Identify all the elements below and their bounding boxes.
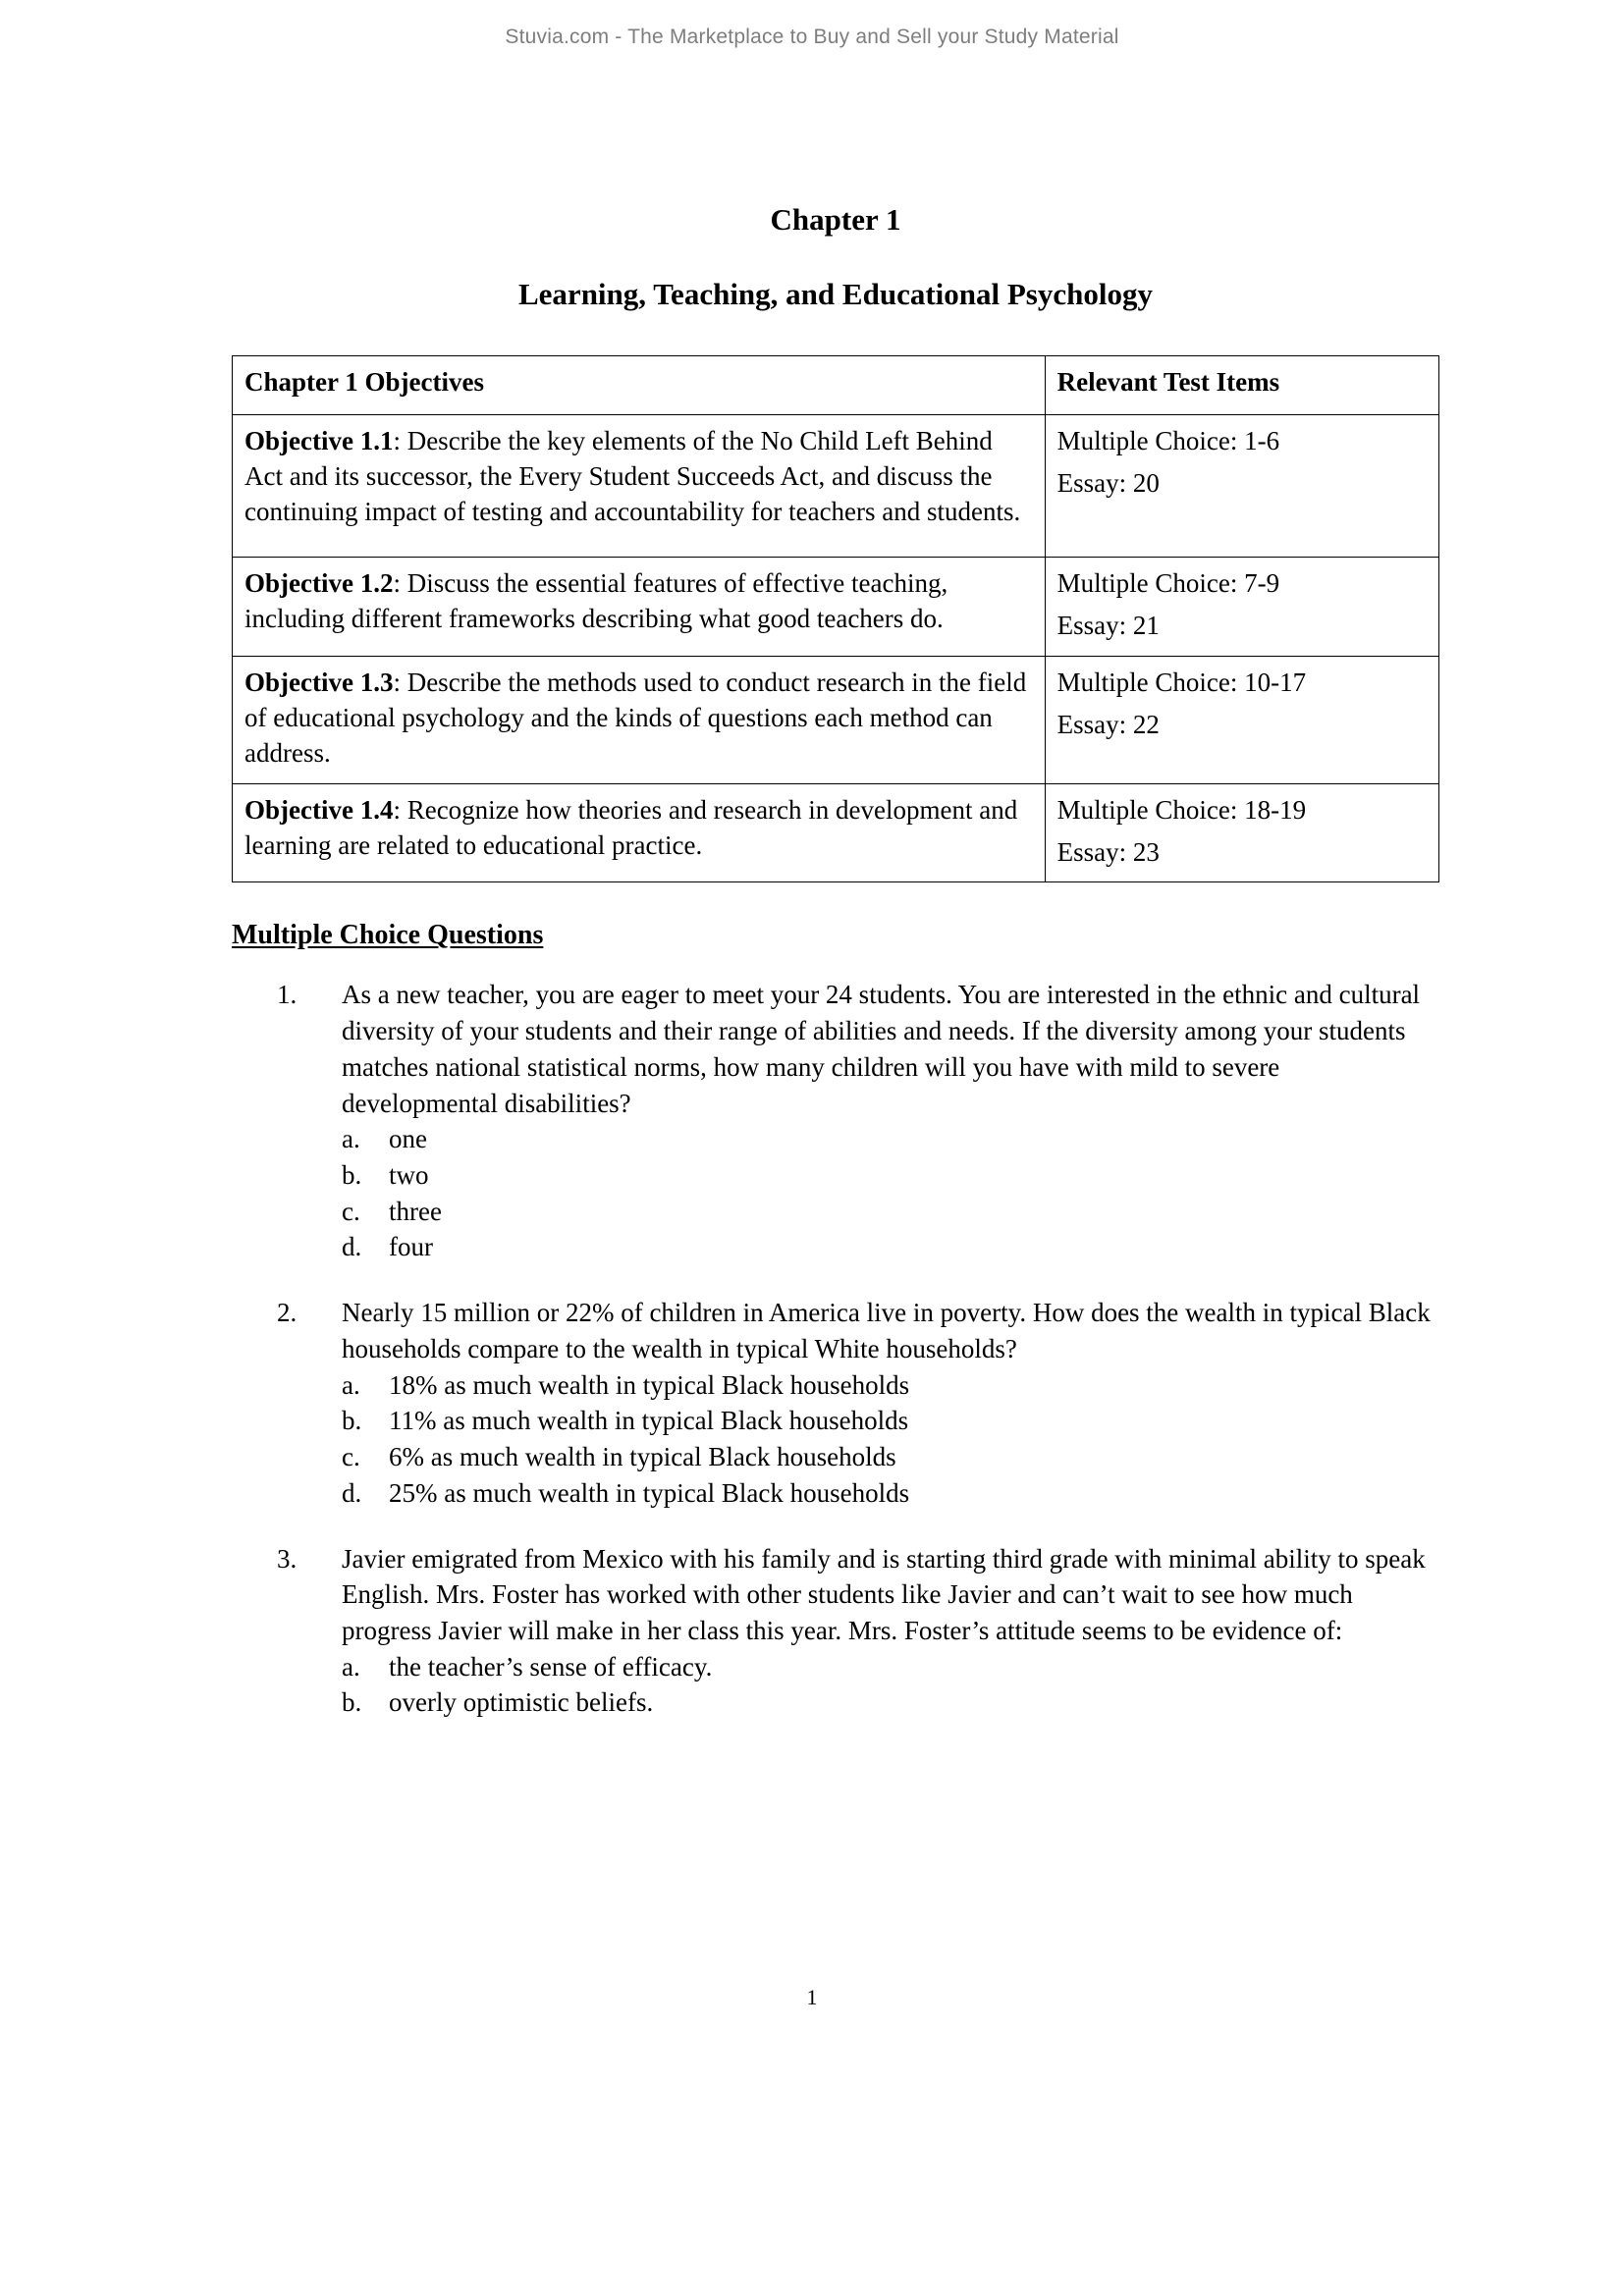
- option-letter: b.: [342, 1160, 362, 1191]
- answer-option[interactable]: [342, 1684, 1439, 1721]
- objective-text: : Describe the key elements of the No Child Left Behind Act and its successor, the Every Student Succeeds Act, and discuss the continuing impact of testing and accountability for teachers and students.: [244, 426, 1021, 527]
- essay-range: Essay: 22: [1056, 709, 1160, 739]
- table-row: [233, 415, 1439, 558]
- option-text: one: [389, 1124, 427, 1154]
- chapter-title: Chapter 1: [770, 202, 901, 237]
- option-text: two: [389, 1160, 429, 1191]
- objective-cell: [233, 415, 1046, 558]
- objective-cell: [233, 656, 1046, 783]
- option-text: the teacher’s sense of efficacy.: [389, 1651, 713, 1682]
- option-text: 6% as much wealth in typical Black households: [389, 1442, 896, 1472]
- option-letter: b.: [342, 1406, 362, 1436]
- essay-range: Essay: 21: [1056, 611, 1160, 640]
- option-letter: a.: [342, 1369, 360, 1400]
- option-text: 18% as much wealth in typical Black households: [389, 1369, 910, 1400]
- question-number: 1.: [277, 980, 298, 1010]
- option-letter: a.: [342, 1124, 360, 1154]
- answer-option[interactable]: [342, 1649, 1439, 1685]
- table-header-row: [233, 356, 1439, 415]
- option-text: three: [389, 1196, 442, 1226]
- chapter-subtitle: Learning, Teaching, and Educational Psychology: [518, 277, 1153, 312]
- question-item: [232, 1541, 1439, 1722]
- option-letter: a.: [342, 1651, 360, 1682]
- test-items-cell: [1045, 558, 1438, 657]
- multiple-choice-range: Multiple Choice: 7-9: [1056, 568, 1280, 599]
- question-text: Javier emigrated from Mexico with his family and is starting third grade with minimal ability to speak English. Mrs. Foster has worked with other students like Javier and can’t wait to see how much progress Javier will make in her class this year. Mrs. Foster’s attitude seems to be evidence of:: [342, 1543, 1426, 1645]
- question-number: 3.: [277, 1543, 298, 1574]
- test-items-cell: [1045, 656, 1438, 783]
- questions-list: [232, 977, 1439, 1721]
- column-header-test-items: Relevant Test Items: [1045, 356, 1438, 415]
- objective-text: : Recognize how theories and research in development and learning are related to educational practice.: [244, 794, 1018, 860]
- option-text: 11% as much wealth in typical Black households: [389, 1406, 909, 1436]
- objective-text: : Discuss the essential features of effective teaching, including different frameworks describing what good teachers do.: [244, 568, 948, 633]
- answer-option[interactable]: [342, 1475, 1439, 1512]
- question-item: [232, 1295, 1439, 1511]
- answer-option[interactable]: [342, 1121, 1439, 1157]
- column-header-objectives: Chapter 1 Objectives: [233, 356, 1046, 415]
- answer-option[interactable]: [342, 1403, 1439, 1439]
- question-text: Nearly 15 million or 22% of children in America live in poverty. How does the wealth in typical Black households compare to the wealth in typical White households?: [342, 1298, 1431, 1363]
- table-row: [233, 783, 1439, 882]
- objective-label: Objective 1.3: [244, 667, 394, 697]
- option-letter: d.: [342, 1477, 362, 1508]
- section-heading-multiple-choice: Multiple Choice Questions: [232, 920, 544, 951]
- option-letter: c.: [342, 1442, 360, 1472]
- option-letter: c.: [342, 1196, 360, 1226]
- page-number-footer: 1: [806, 1985, 818, 2009]
- objectives-table: [232, 355, 1439, 882]
- answer-option[interactable]: [342, 1157, 1439, 1194]
- answer-options: [342, 1367, 1439, 1512]
- table-row: [233, 656, 1439, 783]
- answer-option[interactable]: [342, 1194, 1439, 1230]
- objective-label: Objective 1.2: [244, 568, 394, 599]
- essay-range: Essay: 20: [1056, 468, 1160, 499]
- objective-cell: [233, 558, 1046, 657]
- objective-text: : Describe the methods used to conduct research in the field of educational psychology and the kinds of questions each method can address.: [244, 667, 1027, 768]
- multiple-choice-range: Multiple Choice: 18-19: [1056, 794, 1307, 825]
- question-number: 2.: [277, 1298, 298, 1328]
- multiple-choice-range: Multiple Choice: 1-6: [1056, 426, 1280, 456]
- answer-options: [342, 1649, 1439, 1721]
- answer-option[interactable]: [342, 1229, 1439, 1265]
- document-content: [232, 0, 1439, 1750]
- site-watermark-header: Stuvia.com - The Marketplace to Buy and Sell your Study Material: [505, 26, 1119, 48]
- objective-label: Objective 1.4: [244, 794, 394, 825]
- table-row: [233, 558, 1439, 657]
- answer-option[interactable]: [342, 1367, 1439, 1404]
- essay-range: Essay: 23: [1056, 836, 1160, 867]
- option-text: 25% as much wealth in typical Black households: [389, 1477, 910, 1508]
- test-items-cell: [1045, 783, 1438, 882]
- question-text: As a new teacher, you are eager to meet your 24 students. You are interested in the ethnic and cultural diversity of your students and their range of abilities and needs. If the diversity among your students matches national statistical norms, how many children will you have with mild to severe developmental disabilities?: [342, 980, 1421, 1118]
- option-letter: b.: [342, 1687, 362, 1718]
- multiple-choice-range: Multiple Choice: 10-17: [1056, 667, 1307, 697]
- objective-label: Objective 1.1: [244, 426, 394, 456]
- objective-cell: [233, 783, 1046, 882]
- answer-options: [342, 1121, 1439, 1265]
- question-item: [232, 977, 1439, 1265]
- option-text: overly optimistic beliefs.: [389, 1687, 654, 1718]
- test-items-cell: [1045, 415, 1438, 558]
- option-text: four: [389, 1232, 433, 1262]
- answer-option[interactable]: [342, 1439, 1439, 1475]
- option-letter: d.: [342, 1232, 362, 1262]
